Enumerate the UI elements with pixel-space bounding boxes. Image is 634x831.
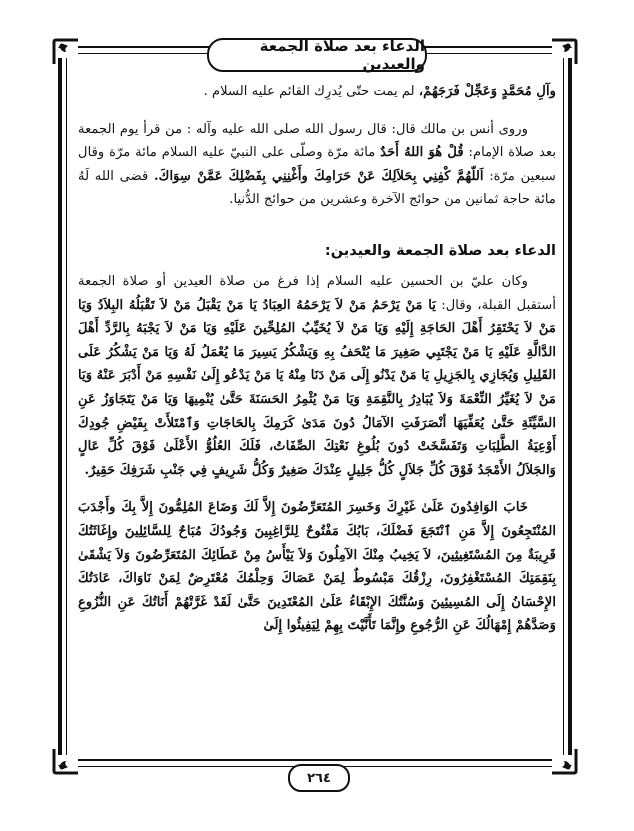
- ornament-corner-icon: [52, 38, 78, 64]
- ornament-corner-icon: [52, 749, 78, 775]
- page-number-text: ٢٦٤: [307, 770, 331, 786]
- paragraph-continuation: [78, 80, 556, 104]
- ornament-corner-icon: [552, 749, 578, 775]
- paragraph-anas-narration: [78, 118, 556, 212]
- section-heading: الدعاء بعد صلاة الجمعة والعيدين:: [324, 242, 556, 259]
- narration-text: قضى الله لَهُ مائة حاجة ثمانين من حوائج الآخرة وعشرين من حوائج الدُّنيا.: [78, 168, 556, 208]
- paragraph-ali-prayer: [78, 270, 556, 482]
- narration-text: وروى أنس بن مالك قال: قال رسول الله صلى الله عليه وآله : من قرأ يوم الجمعة بعد صلاة الإمام:: [78, 121, 556, 161]
- prayer-text: وآلِ مُحَمَّدٍ وَعَجِّلْ فَرَجَهُمْ،: [418, 84, 556, 99]
- prayer-text: خَابَ الوَافِدُونَ عَلَىٰ غَيْرِكَ وَخَسِرَ المُتَعَرِّضُونَ إِلاَّ لَكَ وَضَاعَ المُلِمُّونَ إِلاَّ بِكَ وأَجْدَبَ المُنْتَجِعُونَ إِلاَّ مَنِ ٱنْتَجَعَ فَضْلَكَ، بَابُكَ مَفْتُوحٌ لِلرَّاغِبِينَ وَجُودُكَ مُبَاحٌ لِلسَّائِلِينَ وإِغَاثَتُكَ قَرِيبَةٌ مِنَ المُسْتَغِيثِينَ، لاَ يَخِيبُ مِنْكَ الآمِلُونَ وَلاَ يَيْأَسُ مِنْ عَطَائِكَ المُتَعَرِّضُونَ وَلاَ يَشْقَىٰ بِنَقِمَتِكَ المُسْتَغْفِرُونَ، رِزْقُكَ مَبْسُوطٌ لِمَنْ عَصَاكَ وَحِلْمُكَ مُعْتَرِضٌ لِمَنْ نَاوَاكَ، عَادَتُكَ الإِحْسَانُ إِلَى المُسِيئِينَ وَسُنَّتُكَ الإِبْقَاءُ عَلَىٰ المُعْتَدِينَ حَتَّىٰ لَقَدْ غَرَّتْهُمْ أَنَاتُكَ عَنِ النُّزُوعِ وَصَدَّهُمْ إِمْهَالُكَ عَنِ الرُّجُوعِ وإِنَّمَا تَأَنَّيْتَ بِهِمْ لِيَفِيئُوا إِلَىٰ: [78, 500, 556, 634]
- running-header: [207, 38, 427, 72]
- page-body: [78, 80, 556, 638]
- prayer-text: اَللّهُمَّ كْفِنِي بِحَلاَلِكَ عَنْ حَرَامِكَ وأَغْنِنِي بِفَضْلِكَ عَمَّنْ سِوَاكَ.: [154, 168, 484, 184]
- paragraph-prayer-continued: [78, 496, 556, 638]
- prayer-text: يَا مَنْ يَرْحَمُ مَنْ لاَ يَرْحَمُهُ العِبَادُ يَا مَنْ يَقْبَلُ مَنْ لاَ تَقْبَلُهُ البِلاَدُ وَيَا مَنْ لاَ يَحْتَقِرُ أَهْلَ الحَاجَةِ إِلَيْهِ وَيَا مَنْ لاَ يُخَيِّبُ المُلِحِّينَ عَلَيْهِ وَيَا مَنْ لاَ يَجْبَهُ بِالرَّدِّ أَهْلَ الدَّالَّةِ عَلَيْهِ يَا مَنْ يَجْتَبِي صَغِيرَ مَا يُتْحَفُ بِهِ وَيَشْكُرُ يَسِيرَ مَا يُعْمَلُ لَهُ وَيَا مَنْ يَشْكُرُ عَلَى القَلِيلِ وَيُجَازِي بِالجَزِيلِ يَا مَنْ يَدْنُو إِلَى مَنْ دَنَا مِنْهُ يَا مَنْ يَدْعُو إِلَىٰ نَفْسِهِ مَنْ أَدْبَرَ عَنْهُ وَيَا مَنْ لاَ يُغَيِّرُ النِّعْمَةَ وَلاَ يُبَادِرُ بِالنَّقِمَةِ وَيَا مَنْ يُثْمِرُ الحَسَنَةَ حَتَّىٰ يُنْمِيهَا وَيَا مَنْ يَتَجَاوَزُ عَنِ السَّيِّئَةِ حَتَّىٰ يُعَفِّيَهَا أنْصَرَفَتِ الآمَالُ دُونَ مَدَىٰ كَرَمِكَ بِالحَاجَاتِ وَٱمْتَلأَتْ بِفَيْضِ جُودِكَ أَوْعِيَةُ الطَّلِبَاتِ وَتَفَسَّخَتْ دُونَ بُلُوغِ نَعْتِكَ الصِّفَاتُ، فَلَكَ العُلُوُّ الأَعْلَىٰ فَوْقَ كُلِّ عَالٍ وَالجَلاَلُ الأَمْجَدُ فَوْقَ كُلِّ جَلاَلٍ كُلُّ جَلِيلٍ عِنْدَكَ صَغِيرٌ وَكُلُّ شَرِيفٍ فِي جَنْبِ شَرَفِكَ حَقِيرٌ.: [78, 297, 556, 478]
- running-header-title: الدعاء بعد صلاة الجمعة والعيدين: [259, 37, 425, 73]
- narration-text: مائة مرّة وصلّى على النبيّ عليه السلام مائة مرّة وقال سبعين مرّة:: [78, 145, 556, 184]
- narration-text: لم يمت حتّى يُدرِك القائم عليه السلام .: [203, 84, 419, 99]
- narration-text: وكان عليّ بن الحسين عليه السلام إذا فرغ من صلاة العيدين أو صلاة الجمعة أستقبل القبلة، وقال:: [78, 273, 556, 313]
- ornament-corner-icon: [552, 38, 578, 64]
- page-number: [288, 764, 350, 792]
- quran-quote: قُلْ هُوَ اللهُ أَحَدٌ: [380, 145, 464, 161]
